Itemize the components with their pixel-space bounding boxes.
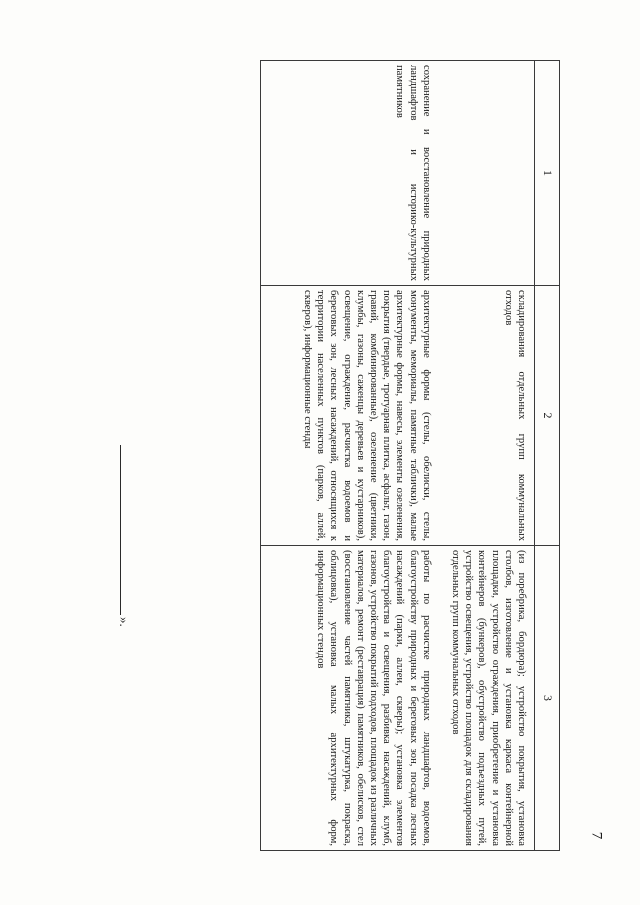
row-2-works: работы по расчистке природных ландшафтов, водоемов, благоустройству природных и береговых зон, посадка лесных насаждений (парки, аллеи, скверы); установка элементов благоустройства и освещения, разбивка насаждений, клумб, газонов, устройство покрытий подходов, площадок из различных материалов, ремонт (реставрация) памятников, обелисков, стел (восстановление частей памятника, штукатурка, покраска, облицовка), установка малых архитектурных форм, информационных стендов	[260, 546, 447, 851]
table-row	[260, 61, 447, 851]
rotated-sheet	[105, 60, 560, 850]
column-number-3: 3	[535, 546, 560, 851]
table-row	[447, 61, 535, 851]
row-1-objects: складирования отдельных групп коммунальных отходов	[447, 286, 535, 546]
document-end-line	[115, 445, 135, 645]
regulation-table	[260, 60, 560, 851]
row-1-works: (из поребрика, бордюра); устройство покрытия, установка столбов, изготовление и установка каркаса контейнерной площадки, устройство ограждения, приобретение и установка контейнеров (бункеров), обустройство подъездных путей, устройство освещения, устройство площадок для складирования отдельных групп коммунальных отходов	[447, 546, 535, 851]
column-number-row	[535, 61, 560, 851]
page-number: 7	[588, 831, 605, 840]
column-number-1: 1	[535, 61, 560, 286]
closing-quote-mark: ».	[117, 617, 132, 627]
end-rule	[120, 445, 121, 615]
row-2-objects: архитектурные формы (стелы, обелиски, стелы, монументы, мемориалы, памятные таблички), малые архитектурные формы, навесы, элементы озеленения, покрытия (твердые, тротуарная плитка, асфальт, газон, гравий, комбинированные), озеленение (цветники, клумбы, газоны, саженцы деревьев и кустарников), освещение, ограждение, расчистка водоемов и береговых зон, лесных насаждений, относящихся к территории населенных пунктов (парков, аллей, скверов), информационные стенды	[260, 286, 447, 546]
row-2-category: сохранение и восстановление природных ландшафтов и историко-культурных памятников	[260, 61, 447, 286]
table-container	[260, 60, 560, 850]
row-1-category	[447, 61, 535, 286]
column-number-2: 2	[535, 286, 560, 546]
